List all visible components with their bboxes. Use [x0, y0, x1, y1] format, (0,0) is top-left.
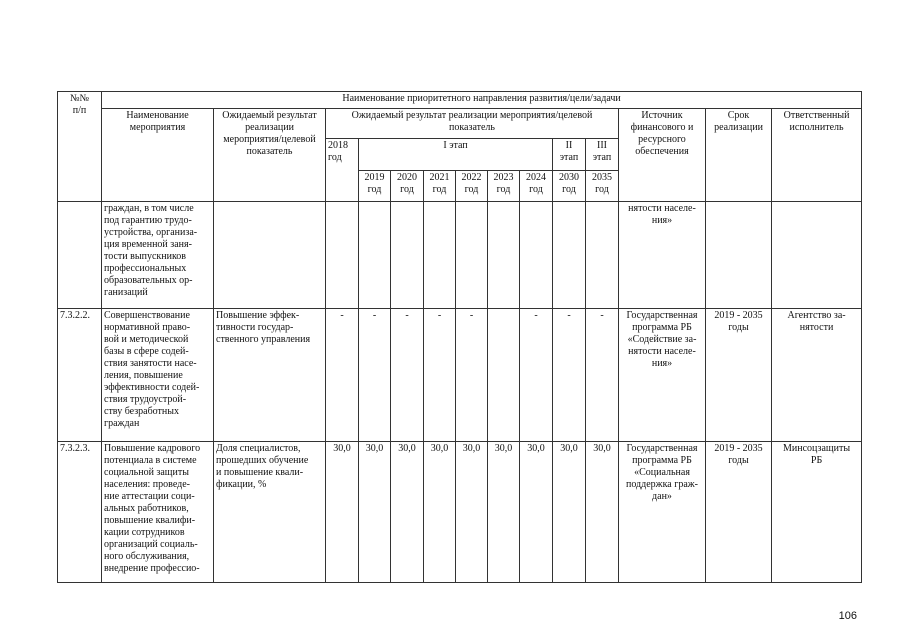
- table-row: [58, 309, 862, 442]
- plan-table: [57, 91, 862, 583]
- row-value: -: [586, 309, 619, 442]
- header-responsible: Ответственный исполнитель: [772, 109, 862, 202]
- header-stage2: II этап: [553, 139, 586, 171]
- row-num: [58, 202, 102, 309]
- row-value: 30,0: [326, 442, 359, 583]
- row-name: граждан, в том числе под гарантию трудо- устройства, организа- ция временной заня- тости выпускников профессиональных образовательных ор- ганизаций: [102, 202, 214, 309]
- row-source: нятости населе- ния»: [619, 202, 706, 309]
- row-value: [326, 202, 359, 309]
- row-value: -: [391, 309, 424, 442]
- header-year: 2020 год: [391, 171, 424, 202]
- row-value: [488, 202, 520, 309]
- header-stage1: I этап: [359, 139, 553, 171]
- header-year: 2030 год: [553, 171, 586, 202]
- row-name: Повышение кадрового потенциала в системе социальной защиты населения: проведе- ние аттестации соци- альных работников, повышение квалифи- кации сотрудников организаций социаль- ного обслуживания, внедрение профессио-: [102, 442, 214, 583]
- row-num: 7.3.2.3.: [58, 442, 102, 583]
- row-value: -: [553, 309, 586, 442]
- row-value: -: [326, 309, 359, 442]
- row-value: 30,0: [553, 442, 586, 583]
- header-year: 2023 год: [488, 171, 520, 202]
- header-expected-indicator: Ожидаемый результат реализации мероприятия/целевой показатель: [326, 109, 619, 139]
- header-period: Срок реализации: [706, 109, 772, 202]
- header-year: 2035 год: [586, 171, 619, 202]
- row-num: 7.3.2.2.: [58, 309, 102, 442]
- row-value: 30,0: [359, 442, 391, 583]
- row-value: [359, 202, 391, 309]
- header-num: №№ п/п: [58, 92, 102, 202]
- row-value: 30,0: [391, 442, 424, 583]
- row-period: 2019 - 2035 годы: [706, 442, 772, 583]
- header-stage3: III этап: [586, 139, 619, 171]
- row-value: [456, 202, 488, 309]
- row-value: [424, 202, 456, 309]
- row-result: Доля специалистов, прошедших обучение и повышение квали- фикации, %: [214, 442, 326, 583]
- row-value: [391, 202, 424, 309]
- row-period: 2019 - 2035 годы: [706, 309, 772, 442]
- table-row: [58, 442, 862, 583]
- table-row: [58, 202, 862, 309]
- header-source: Источник финансового и ресурсного обеспечения: [619, 109, 706, 202]
- row-value: 30,0: [456, 442, 488, 583]
- row-period: [706, 202, 772, 309]
- header-expected-result: Ожидаемый результат реализации мероприятия/целевой показатель: [214, 109, 326, 202]
- header-year: 2021 год: [424, 171, 456, 202]
- row-value: 30,0: [520, 442, 553, 583]
- row-value: 30,0: [586, 442, 619, 583]
- row-name: Совершенствование нормативной право- вой и методической базы в сфере содей- ствия занятости насе- ления, повышение эффективности содей- ствия трудоустрой- ству безработных граждан: [102, 309, 214, 442]
- row-value: -: [456, 309, 488, 442]
- header-year: 2019 год: [359, 171, 391, 202]
- row-value: [586, 202, 619, 309]
- header-2018: 2018 год: [326, 139, 359, 202]
- header-direction: Наименование приоритетного направления развития/цели/задачи: [102, 92, 862, 109]
- row-source: Государственная программа РБ «Социальная поддержка граж- дан»: [619, 442, 706, 583]
- page-number: 106: [838, 610, 857, 622]
- row-responsible: [772, 202, 862, 309]
- header-year: 2022 год: [456, 171, 488, 202]
- row-value: 30,0: [488, 442, 520, 583]
- row-value: 30,0: [424, 442, 456, 583]
- row-responsible: Агентство за- нятости: [772, 309, 862, 442]
- row-value: [520, 202, 553, 309]
- row-result: [214, 202, 326, 309]
- header-year: 2024 год: [520, 171, 553, 202]
- header-event-name: Наименование мероприятия: [102, 109, 214, 202]
- row-result: Повышение эффек- тивности государ- ственного управления: [214, 309, 326, 442]
- row-value: -: [424, 309, 456, 442]
- row-value: [488, 309, 520, 442]
- row-value: -: [359, 309, 391, 442]
- row-responsible: Минсоцзащиты РБ: [772, 442, 862, 583]
- row-source: Государственная программа РБ «Содействие за- нятости населе- ния»: [619, 309, 706, 442]
- row-value: -: [520, 309, 553, 442]
- row-value: [553, 202, 586, 309]
